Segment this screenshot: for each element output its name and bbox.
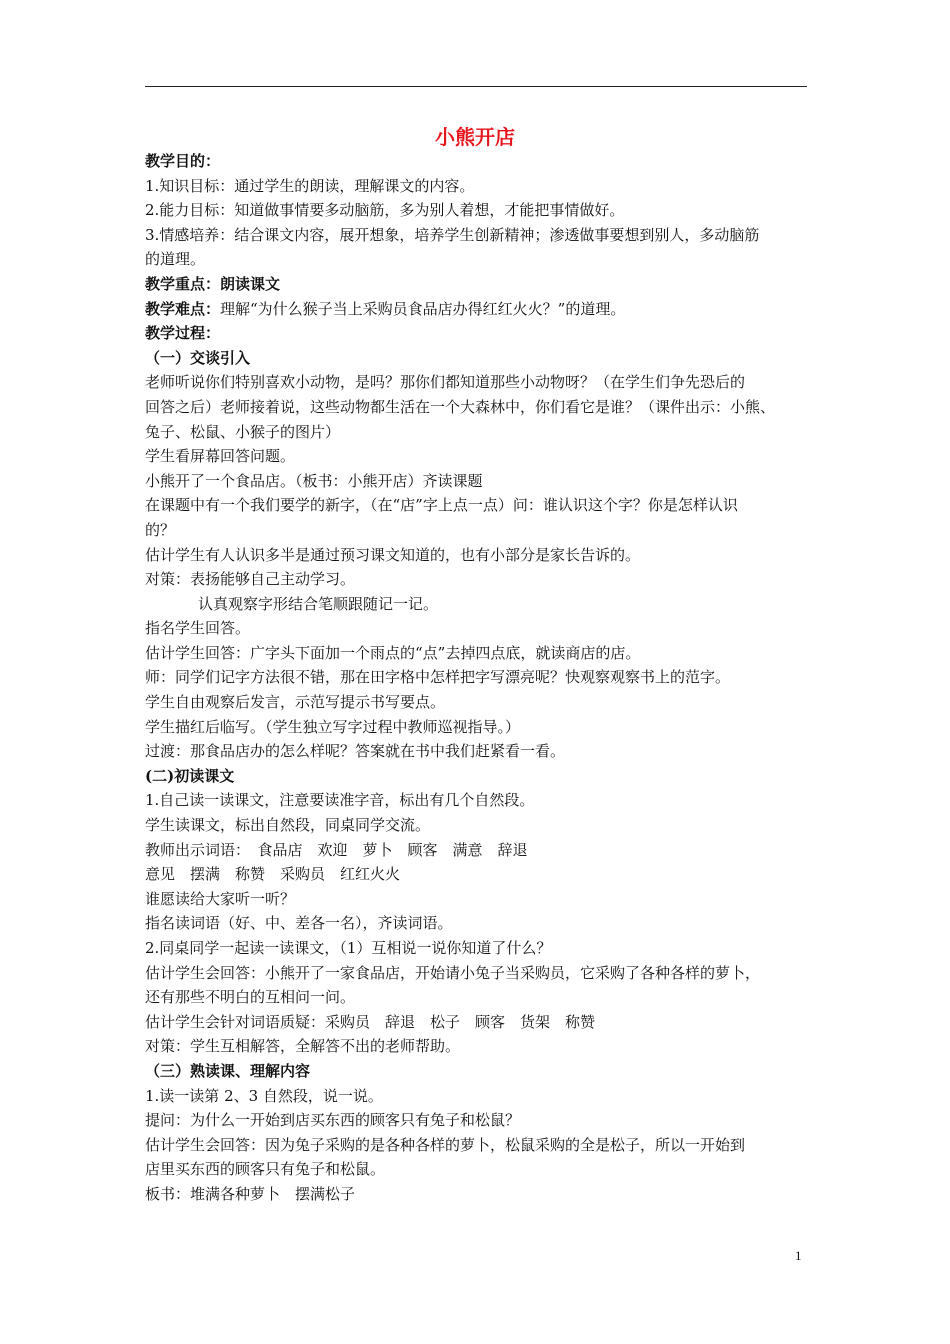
text-line: 老师听说你们特别喜欢小动物，是吗？那你们都知道那些小动物呀？（在学生们争先恐后的: [145, 373, 746, 392]
line-text: 朗读课文: [220, 274, 281, 293]
text-line: （一）交谈引入: [145, 348, 251, 367]
text-line: （三）熟读课、理解内容: [145, 1061, 311, 1080]
text-line: 学生读课文，标出自然段，同桌同学交流。: [145, 816, 431, 835]
text-line: 1.读一读第 2、3 自然段，说一说。: [145, 1086, 383, 1105]
header-rule: [145, 86, 807, 87]
text-line: 提问：为什么一开始到店买东西的顾客只有兔子和松鼠？: [145, 1111, 521, 1130]
text-line: 回答之后）老师接着说，这些动物都生活在一个大森林中，你们看它是谁？（课件出示：小熊、: [145, 397, 776, 416]
text-line: [145, 297, 807, 322]
text-line: 教学目的：: [145, 152, 221, 170]
text-line: [145, 272, 807, 297]
text-line: 1.知识目标：通过学生的朗读，理解课文的内容。: [145, 176, 475, 195]
text-line: 的道理。: [145, 250, 206, 269]
text-line: 估计学生会回答：因为兔子采购的是各种各样的萝卜，松鼠采购的全是松子，所以一开始到: [145, 1135, 746, 1154]
text-line: 估计学生会针对词语质疑：采购员 辞退 松子 顾客 货架 称赞: [145, 1012, 596, 1031]
text-line: 谁愿读给大家听一听？: [145, 889, 296, 908]
line-label: 教学重点：: [145, 274, 221, 293]
text-line: 学生看屏幕回答问题。: [145, 447, 296, 466]
text-line: 店里买东西的顾客只有兔子和松鼠。: [145, 1160, 386, 1179]
text-line: 3.情感培养：结合课文内容，展开想象，培养学生创新精神；渗透做事要想到别人，多动脑筋: [145, 225, 760, 244]
text-line: 教学过程：: [145, 324, 221, 343]
text-line: 学生描红后临写。（学生独立写字过程中教师巡视指导。）: [145, 717, 521, 736]
page-number: 1: [795, 1248, 802, 1263]
text-line: 估计学生回答：广字头下面加一个雨点的“点”去掉四点底，就读商店的店。: [145, 643, 641, 662]
text-line: 在课题中有一个我们要学的新字，（在“店”字上点一点）问：谁认识这个字？你是怎样认识: [145, 496, 738, 515]
text-line: 学生自由观察后发言，示范写提示书写要点。: [145, 693, 446, 712]
text-line: 对策：学生互相解答，全解答不出的老师帮助。: [145, 1037, 461, 1056]
text-line: 指名学生回答。: [145, 619, 251, 638]
text-line: 1.自己读一读课文，注意要读准字音，标出有几个自然段。: [145, 791, 535, 810]
text-line: 还有那些不明白的互相问一问。: [145, 988, 356, 1007]
text-line: 小熊开了一个食品店。（板书：小熊开店）齐读课题: [145, 471, 483, 490]
text-line: 板书：堆满各种萝卜 摆满松子: [145, 1184, 356, 1203]
text-line: 认真观察字形结合笔顺跟随记一记。: [198, 594, 439, 613]
text-line: 2.同桌同学一起读一读课文，（1）互相说一说你知道了什么？: [145, 939, 552, 957]
text-line: 教师出示词语： 食品店 欢迎 萝卜 顾客 满意 辞退: [145, 840, 528, 859]
text-line: 师：同学们记字方法很不错，那在田字格中怎样把字写漂亮呢？快观察观察书上的范字。: [145, 668, 731, 687]
line-label: 教学难点：: [145, 299, 221, 318]
text-line: 指名读词语（好、中、差各一名），齐读词语。: [145, 914, 453, 933]
document-title: 小熊开店: [435, 125, 515, 149]
text-line: 估计学生有人认识多半是通过预习课文知道的，也有小部分是家长告诉的。: [145, 545, 641, 564]
text-line: 的？: [145, 520, 176, 539]
text-line: (二)初读课文: [145, 766, 235, 785]
text-line: 估计学生会回答：小熊开了一家食品店，开始请小兔子当采购员，它采购了各种各样的萝卜，: [145, 963, 761, 982]
line-text: 理解“为什么猴子当上采购员食品店办得红红火火？”的道理。: [220, 299, 626, 318]
text-line: 2.能力目标：知道做事情要多动脑筋，多为别人着想，才能把事情做好。: [145, 201, 625, 220]
document-body: [145, 149, 807, 1207]
text-line: 对策：表扬能够自己主动学习。: [145, 570, 356, 589]
text-line: 兔子、松鼠、小猴子的图片）: [145, 422, 341, 441]
text-line: 过渡：那食品店办的怎么样呢？答案就在书中我们赶紧看一看。: [145, 742, 566, 761]
text-line: 意见 摆满 称赞 采购员 红红火火: [145, 865, 401, 884]
